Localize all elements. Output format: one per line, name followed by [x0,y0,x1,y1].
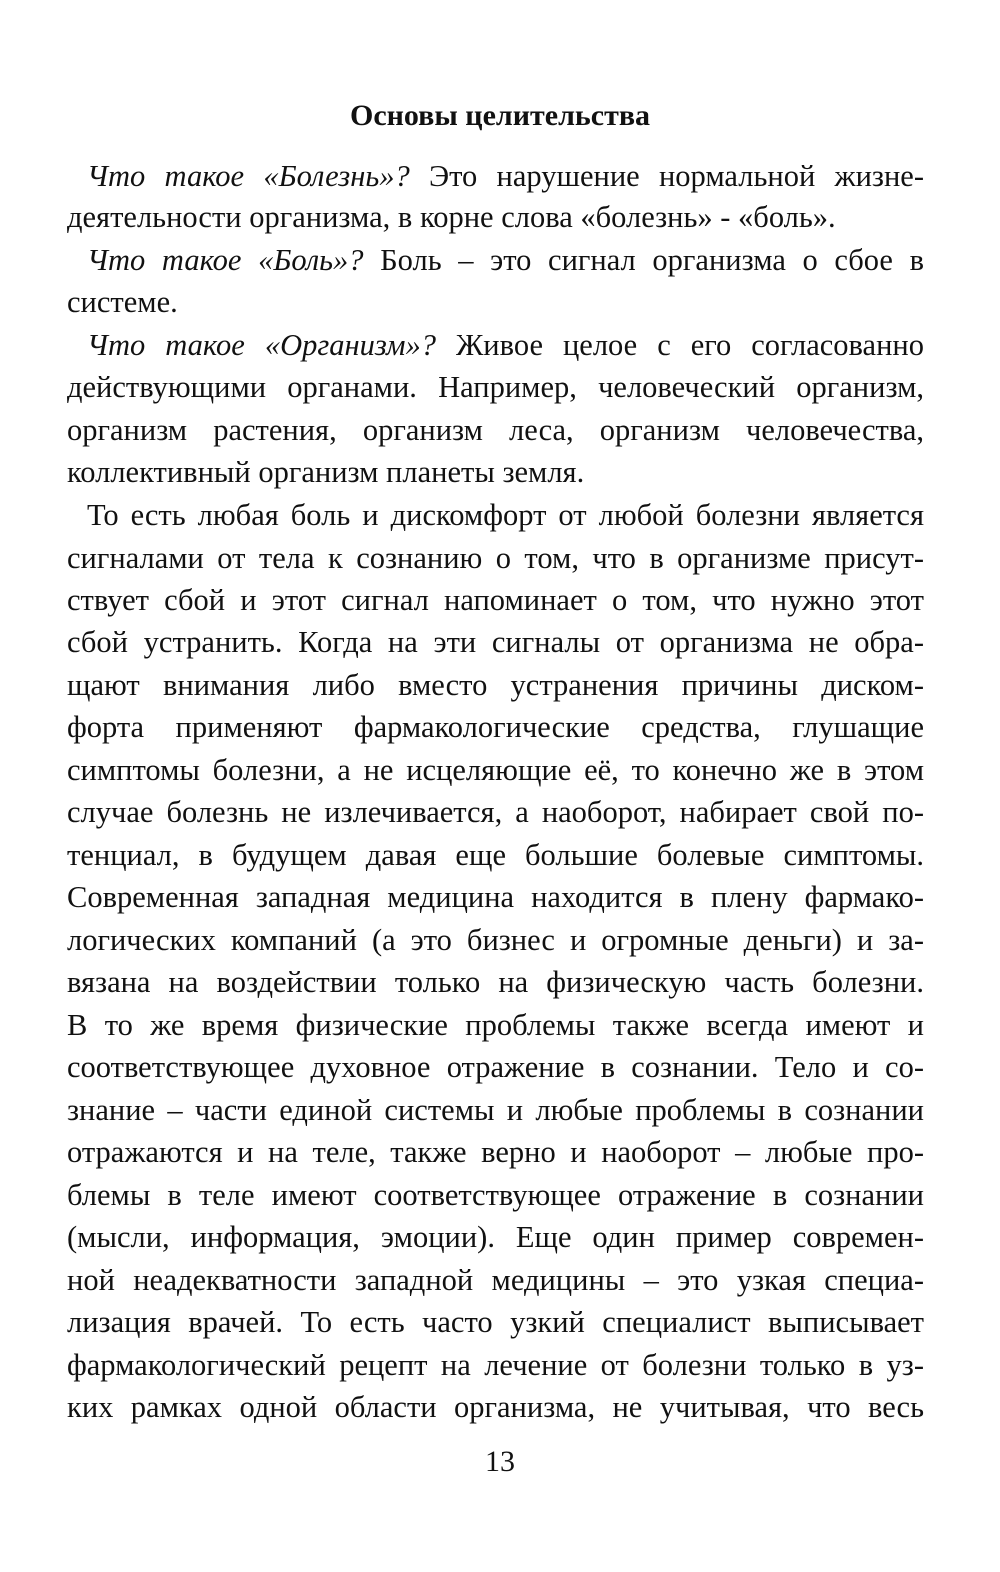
page-title: Основы целительства [349,99,651,132]
text-line: логических компаний (а это бизнес и огромные деньги) и за- [67,923,924,957]
text-line: ких рамках одной области организма, не учитывая, что весь [67,1390,924,1424]
text-line: Что такое «Болезнь»? Это нарушение нормальной жизне- [87,159,924,193]
text-line: отражаются и на теле, также верно и наоборот – любые про- [67,1135,924,1169]
text-line: ной неадекватности западной медицины – это узкая специа- [67,1263,924,1297]
text-line: ствует сбой и этот сигнал напоминает о том, что нужно этот [67,583,924,617]
question-term: Что такое «Боль»? [87,243,364,277]
page-number: 13 [485,1445,515,1478]
text-line: сигналами от тела к сознанию о том, что в организме присут- [67,541,924,575]
text-line: лизация врачей. То есть часто узкий специалист выписывает [67,1305,924,1339]
text-line: Что такое «Организм»? Живое целое с его согласованно [87,328,924,362]
text-line: организм растения, организм леса, организм человечества, [67,413,924,447]
text-line: сбой устранить. Когда на эти сигналы от организма не обра- [67,625,924,659]
text-line: Современная западная медицина находится в плену фармако- [67,880,924,914]
question-term: Что такое «Организм»? [87,328,436,362]
text-line: деятельности организма, в корне слова «болезнь» - «боль». [67,200,836,234]
text-line: соответствующее духовное отражение в сознании. Тело и со- [67,1050,924,1084]
text-line: форта применяют фармакологические средства, глушащие [67,710,924,744]
text-line: коллективный организм планеты земля. [67,455,585,489]
question-term: Что такое «Болезнь»? [87,159,410,193]
text-line: блемы в теле имеют соответствующее отражение в сознании [67,1178,924,1212]
text-line: системе. [67,285,178,319]
text-line: фармакологический рецепт на лечение от болезни только в уз- [67,1348,924,1382]
text-line: симптомы болезни, а не исцеляющие её, то конечно же в этом [67,753,924,787]
text-line: знание – части единой системы и любые проблемы в сознании [67,1093,924,1127]
text-line: В то же время физические проблемы также всегда имеют и [67,1008,924,1042]
text-line: тенциал, в будущем давая еще большие болевые симптомы. [67,838,924,872]
text-line: Что такое «Боль»? Боль – это сигнал организма о сбое в [87,243,924,277]
text-line: действующими органами. Например, человеческий организм, [67,370,924,404]
text-line: То есть любая боль и дискомфорт от любой болезни является [87,498,924,532]
text-line: (мысли, информация, эмоции). Еще один пример современ- [67,1220,924,1254]
text-line: щают внимания либо вместо устранения причины диском- [67,668,924,702]
text-line: случае болезнь не излечивается, а наоборот, набирает свой по- [67,795,924,829]
text-line: вязана на воздействии только на физическую часть болезни. [67,965,924,999]
